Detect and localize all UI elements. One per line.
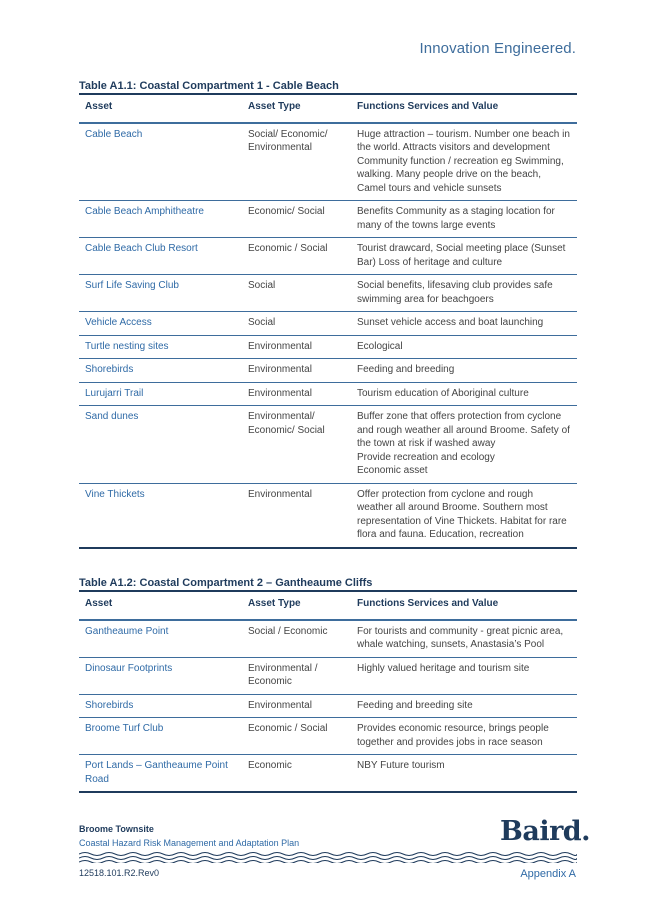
asset-function: NBY Future tourism [351, 755, 577, 793]
table-a1-2-title: Table A1.2: Coastal Compartment 2 – Gantheaume Cliffs [79, 577, 373, 589]
asset-type: Social/ Economic/ Environmental [242, 123, 351, 201]
asset-name: Cable Beach [79, 123, 242, 201]
asset-name: Turtle nesting sites [79, 335, 242, 359]
asset-function: Feeding and breeding site [351, 694, 577, 718]
asset-type: Environmental [242, 483, 351, 548]
asset-type: Social / Economic [242, 620, 351, 658]
asset-function: Huge attraction – tourism. Number one beach in the world. Attracts visitors and development Community function / recreation eg Swimming, walking. Many people drive on the beach, Camel tours and vehicle sunsets [351, 123, 577, 201]
table-row [79, 312, 577, 336]
table-a1-1 [79, 93, 577, 549]
asset-name: Sand dunes [79, 406, 242, 484]
asset-name: Shorebirds [79, 359, 242, 383]
asset-function: Social benefits, lifesaving club provides safe swimming area for beachgoers [351, 275, 577, 312]
table-row [79, 483, 577, 548]
asset-name: Shorebirds [79, 694, 242, 718]
asset-name: Broome Turf Club [79, 718, 242, 755]
asset-function: Provides economic resource, brings people together and provides jobs in race season [351, 718, 577, 755]
table-row [79, 406, 577, 484]
asset-name: Cable Beach Club Resort [79, 238, 242, 275]
asset-type: Social [242, 312, 351, 336]
table-row [79, 359, 577, 383]
asset-function: Highly valued heritage and tourism site [351, 657, 577, 694]
table-a1-1-title: Table A1.1: Coastal Compartment 1 - Cable Beach [79, 80, 339, 92]
asset-type: Environmental [242, 694, 351, 718]
table-row [79, 335, 577, 359]
asset-type: Environmental [242, 335, 351, 359]
table-row [79, 123, 577, 201]
table-row [79, 238, 577, 275]
asset-name: Lurujarri Trail [79, 382, 242, 406]
wave-divider [79, 851, 577, 863]
footer-project-title: Broome Townsite [79, 824, 154, 834]
asset-type: Environmental [242, 382, 351, 406]
footer-project-subtitle: Coastal Hazard Risk Management and Adaptation Plan [79, 838, 300, 848]
asset-type: Social [242, 275, 351, 312]
table-row [79, 657, 577, 694]
asset-function: Feeding and breeding [351, 359, 577, 383]
asset-function: For tourists and community - great picnic area, whale watching, sunsets, Anastasia’s Pool [351, 620, 577, 658]
asset-name: Gantheaume Point [79, 620, 242, 658]
asset-function: Benefits Community as a staging location for many of the towns large events [351, 201, 577, 238]
appendix-label: Appendix A [520, 868, 576, 880]
asset-function: Offer protection from cyclone and rough weather all around Broome. Southern most representation of Vine Thickets. Habitat for rare flora and fauna. Education, recreation [351, 483, 577, 548]
asset-type: Economic / Social [242, 238, 351, 275]
column-header-functions: Functions Services and Value [351, 94, 577, 123]
table-row [79, 718, 577, 755]
company-tagline: Innovation Engineered. [419, 40, 576, 57]
table-row [79, 275, 577, 312]
asset-name: Surf Life Saving Club [79, 275, 242, 312]
asset-type: Environmental [242, 359, 351, 383]
table-row [79, 694, 577, 718]
baird-logo: Baird. [500, 816, 591, 847]
asset-function: Sunset vehicle access and boat launching [351, 312, 577, 336]
column-header-asset-type: Asset Type [242, 94, 351, 123]
document-number: 12518.101.R2.Rev0 [79, 868, 160, 878]
asset-type: Environmental/ Economic/ Social [242, 406, 351, 484]
column-header-asset: Asset [79, 94, 242, 123]
asset-type: Economic/ Social [242, 201, 351, 238]
column-header-asset-type: Asset Type [242, 591, 351, 620]
asset-function: Ecological [351, 335, 577, 359]
asset-name: Vine Thickets [79, 483, 242, 548]
asset-name: Cable Beach Amphitheatre [79, 201, 242, 238]
table-row [79, 382, 577, 406]
asset-function: Tourist drawcard, Social meeting place (Sunset Bar) Loss of heritage and culture [351, 238, 577, 275]
table-row [79, 201, 577, 238]
column-header-asset: Asset [79, 591, 242, 620]
asset-name: Port Lands – Gantheaume Point Road [79, 755, 242, 793]
asset-type: Economic [242, 755, 351, 793]
table-row [79, 620, 577, 658]
asset-type: Environmental / Economic [242, 657, 351, 694]
asset-function: Buffer zone that offers protection from cyclone and rough weather all around Broome. Safety of the town at risk if washed away Provide recreation and ecology Economic asset [351, 406, 577, 484]
table-row [79, 755, 577, 793]
column-header-functions: Functions Services and Value [351, 591, 577, 620]
table-a1-2 [79, 590, 577, 793]
asset-name: Dinosaur Footprints [79, 657, 242, 694]
asset-name: Vehicle Access [79, 312, 242, 336]
asset-function: Tourism education of Aboriginal culture [351, 382, 577, 406]
asset-type: Economic / Social [242, 718, 351, 755]
